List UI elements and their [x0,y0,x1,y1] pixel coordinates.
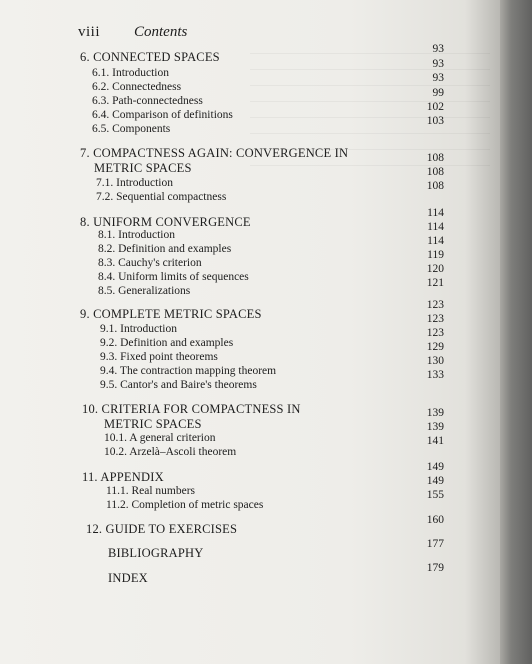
section-title: 8.4. Uniform limits of sequences [98,271,249,283]
section-title: 8.3. Cauchy's criterion [98,257,202,269]
section-page: 129 [426,341,444,353]
section-title: 8.2. Definition and examples [98,243,232,255]
chapter-page: 123 [426,299,444,311]
section-title: 6.2. Connectedness [92,81,182,93]
section-title: 6.1. Introduction [92,67,169,79]
section-page: 130 [426,355,444,367]
section-page: 133 [426,369,444,381]
chapter-title: 8. UNIFORM CONVERGENCE [80,215,251,229]
section-title: 6.3. Path-connectedness [92,95,203,107]
section-page: 114 [427,221,444,233]
index-title: INDEX [108,571,148,585]
page-header [78,24,188,41]
section-page: 120 [426,263,444,275]
bibliography-title: BIBLIOGRAPHY [108,546,204,560]
section-page: 149 [426,475,444,487]
chapter-title: 11. APPENDIX [82,470,164,484]
section-page: 123 [426,313,444,325]
chapter-page: 149 [426,461,444,473]
chapter-title: 9. COMPLETE METRIC SPACES [80,307,262,321]
chapter-page: 160 [426,514,444,526]
section-title: 9.1. Introduction [100,323,177,335]
page-edge-shadow [500,0,532,664]
chapter-title-continued: METRIC SPACES [104,417,202,431]
section-title: 11.2. Completion of metric spaces [106,499,264,511]
section-title: 8.5. Generalizations [98,285,191,297]
section-title: 10.2. Arzelà–Ascoli theorem [104,446,237,458]
section-title: 11.1. Real numbers [106,485,196,497]
page-title: Contents [134,24,188,40]
section-page: 114 [427,235,444,247]
chapter-title: 12. GUIDE TO EXERCISES [86,522,238,536]
chapter-page: 108 [426,152,444,164]
section-page: 93 [432,58,444,70]
section-title: 7.2. Sequential compactness [96,191,227,203]
section-title: 9.2. Definition and examples [100,337,234,349]
section-page: 121 [426,277,444,289]
chapter-page: 179 [426,562,444,574]
chapter-title: 10. CRITERIA FOR COMPACTNESS IN [82,402,301,416]
section-title: 9.4. The contraction mapping theorem [100,365,277,377]
chapter-title: 6. CONNECTED SPACES [80,50,220,64]
section-title: 9.5. Cantor's and Baire's theorems [100,379,257,391]
chapter-page: 114 [427,207,444,219]
section-page: 139 [426,421,444,433]
section-page: 108 [426,166,444,178]
section-title: 9.3. Fixed point theorems [100,351,218,363]
chapter-page: 177 [426,538,444,550]
chapter-page: 139 [426,407,444,419]
chapter-title-continued: METRIC SPACES [94,161,192,175]
section-page: 119 [427,249,444,261]
section-title: 6.5. Components [92,123,171,135]
section-page: 102 [426,101,444,113]
section-title: 6.4. Comparison of definitions [92,109,233,121]
chapter-page: 93 [432,43,444,55]
page-number: viii [78,24,101,40]
section-title: 7.1. Introduction [96,177,173,189]
section-page: 123 [426,327,444,339]
section-title: 8.1. Introduction [98,229,175,241]
section-title: 10.1. A general criterion [104,432,216,444]
section-page: 155 [426,489,444,501]
section-page: 99 [432,87,444,99]
chapter-title: 7. COMPACTNESS AGAIN: CONVERGENCE IN [80,146,349,160]
section-page: 93 [432,72,444,84]
section-page: 108 [426,180,444,192]
section-page: 141 [426,435,444,447]
section-page: 103 [426,115,444,127]
